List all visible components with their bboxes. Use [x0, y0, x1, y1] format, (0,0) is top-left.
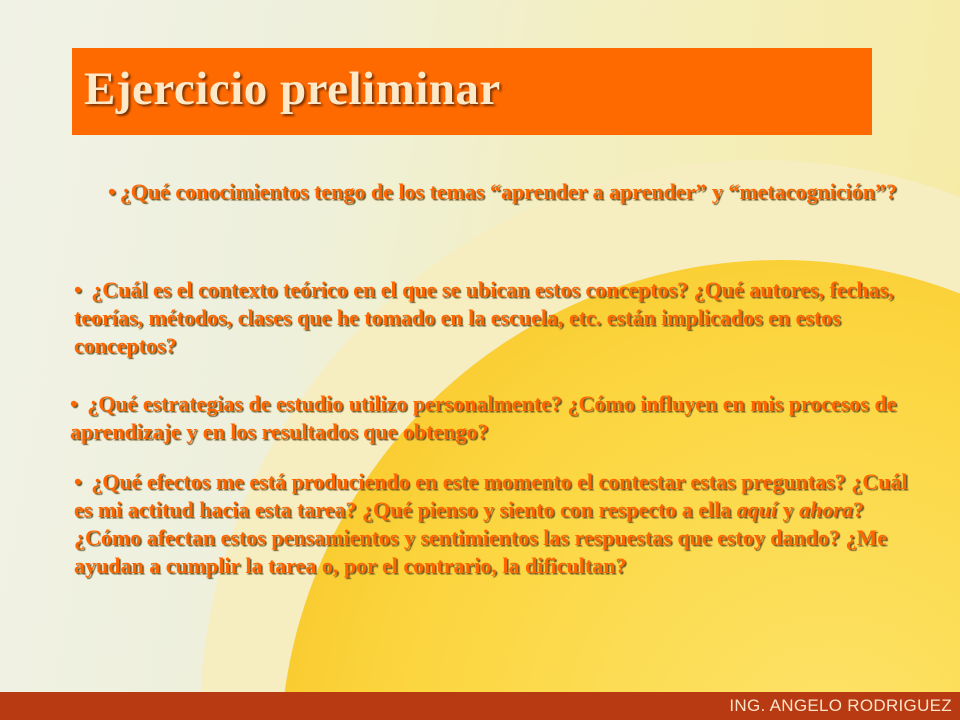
- question-4-emphasis-ahora: ahora: [799, 497, 853, 522]
- question-3-text: ¿Qué estrategias de estudio utilizo personalmente? ¿Cómo influyen en mis procesos de aprendizaje y en los resultados que obtengo?: [70, 391, 897, 444]
- bullet-icon: •: [108, 179, 116, 204]
- question-4-text-part3: ? ¿Cómo afectan estos pensamientos y sentimientos las respuestas que estoy dando? ¿Me ayudan a cumplir la tarea o, por el contrario, la dificultan?: [74, 497, 887, 578]
- question-1-text: ¿Qué conocimientos tengo de los temas “aprender a aprender” y “metacognición”?: [119, 179, 897, 204]
- question-4-text-part1: ¿Qué efectos me está produciendo en este momento el contestar estas preguntas? ¿Cuál es mi actitud hacia esta tarea? ¿Qué pienso y siento con respecto a ella: [74, 469, 908, 522]
- bullet-icon: •: [74, 277, 82, 302]
- question-4: [74, 468, 924, 580]
- bullet-icon: •: [74, 469, 82, 494]
- slide-title: Ejercicio preliminar: [84, 63, 501, 115]
- question-2-text: ¿Cuál es el contexto teórico en el que se ubican estos conceptos? ¿Qué autores, fechas, teorías, métodos, clases que he tomado en la escuela, etc. están implicados en estos conceptos?: [74, 277, 894, 358]
- footer-bar: [0, 692, 960, 720]
- question-3: [70, 390, 930, 446]
- question-4-emphasis-aqui: aquí: [736, 497, 778, 522]
- question-2: [74, 276, 924, 360]
- question-1: [108, 178, 898, 206]
- question-4-text-part2: y: [777, 497, 800, 522]
- bullet-icon: •: [70, 391, 78, 416]
- footer-author: ING. ANGELO RODRIGUEZ: [729, 696, 952, 715]
